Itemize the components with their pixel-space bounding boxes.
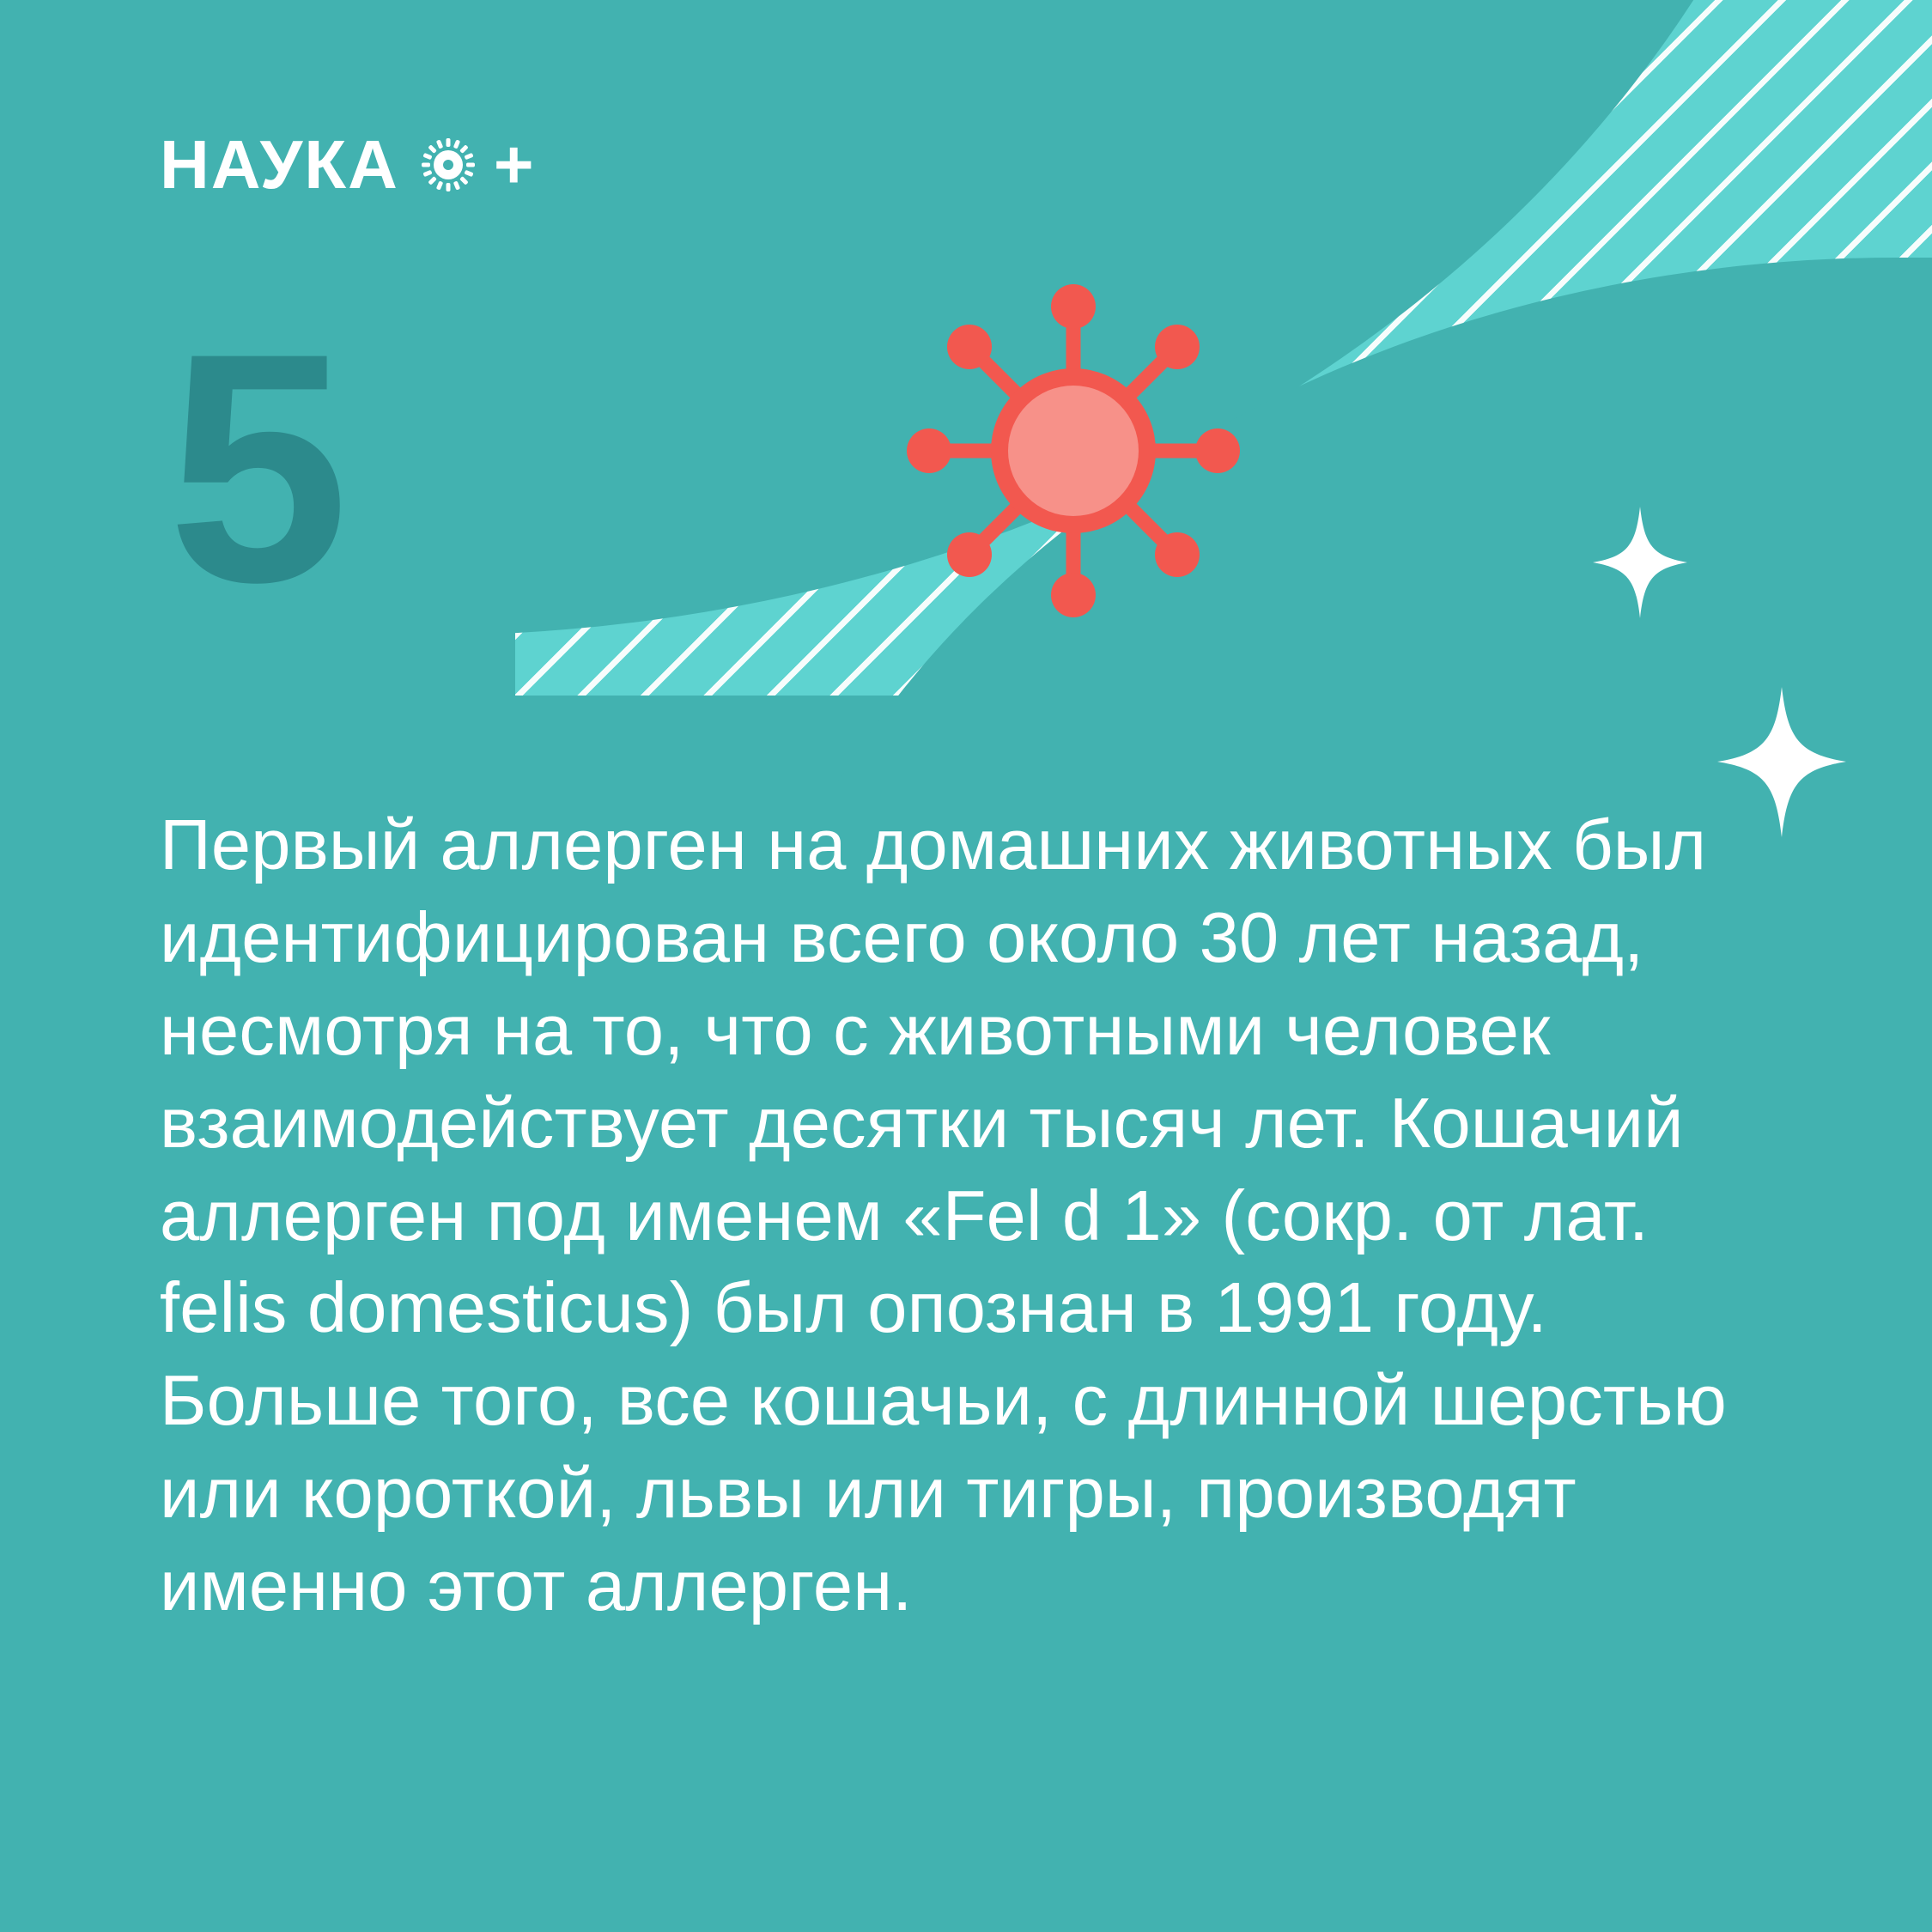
sparkle-icon — [1593, 507, 1687, 623]
slide-number: 5 — [167, 285, 344, 650]
body-text: Первый аллерген на домашних животных был идентифицирован всего около 30 лет назад, несмотря на то, что с животными человек взаимодействует десятки тысяч лет. Кошачий аллерген под именем «Fel d 1» (сокр. от лат. felis domesticus) был опознан в 1991 году. Больше того, все кошачьи, с длинной шерстью или короткой, львы или тигры, производят именно этот аллерген. — [160, 805, 1727, 1626]
sun-burst-icon — [422, 138, 475, 191]
virus-icon — [893, 270, 1254, 631]
brand-logo-text: НАУКА — [160, 126, 399, 203]
brand-logo — [160, 126, 534, 203]
brand-logo-plus: + — [493, 126, 534, 203]
